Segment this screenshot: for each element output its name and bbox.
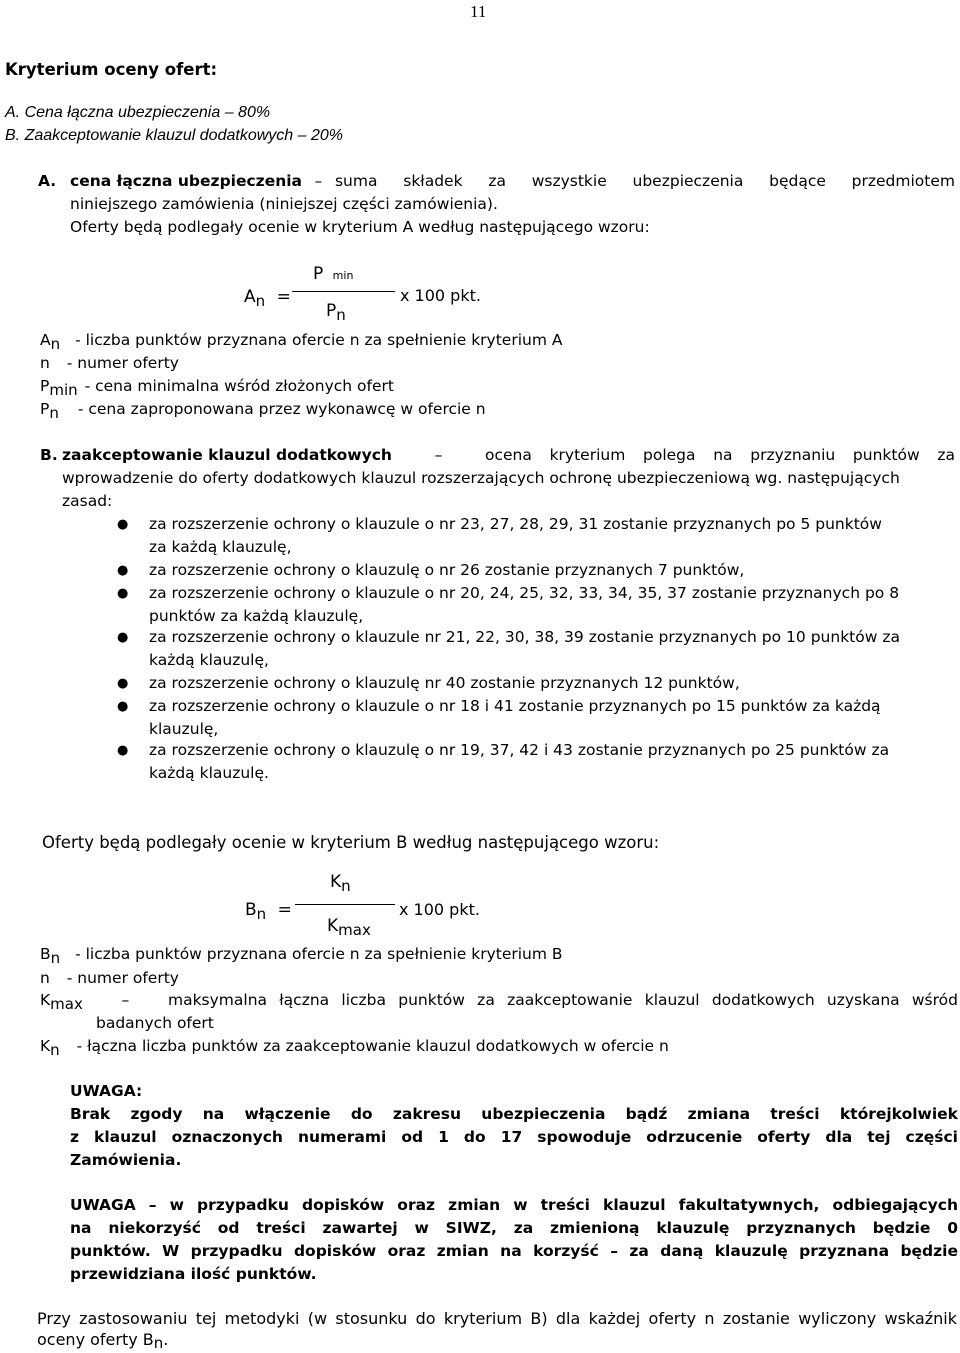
legend-b-kn-sym: K: [40, 1037, 51, 1055]
bullet-item-1-line1: za rozszerzenie ochrony o klauzule o nr 23, 27, 28, 29, 31 zostanie przyznanych po 5 punktów: [149, 515, 882, 533]
section-b-line2: wprowadzenie do oferty dodatkowych klauzul rozszerzających ochronę ubezpieczeniową wg. następujących: [62, 469, 900, 487]
legend-a-pmin-sub: min: [49, 381, 78, 399]
formula-a-den-sym: P: [326, 301, 337, 321]
section-b-term: zaakceptowanie klauzul dodatkowych: [62, 446, 392, 464]
formula-a-fraction-line: [292, 291, 395, 292]
page-number: 11: [470, 2, 487, 21]
bullet-item-6-line2: klauzulę,: [149, 720, 219, 738]
formula-b-lhs-sym: B: [245, 900, 257, 920]
legend-a-n-text: - numer oferty: [66, 354, 179, 372]
legend-a-pn-sub: n: [49, 404, 59, 422]
legend-b-kmax-line2: badanych ofert: [96, 1014, 214, 1032]
formula-a-lhs: [244, 287, 291, 310]
formula-b-lhs: [245, 900, 292, 923]
formula-b-num-sym: K: [330, 872, 342, 892]
legend-b-kmax: [40, 991, 958, 1013]
section-b-line3: zasad:: [62, 492, 113, 510]
legend-b-kmax-sym: K: [40, 991, 51, 1009]
legend-a-an-sub: n: [50, 335, 61, 353]
legend-b-n: [40, 969, 179, 987]
formula-a-num-sub: min: [332, 269, 354, 282]
formula-b-num-sub: n: [341, 877, 351, 895]
warning-2-line4: przewidziana ilość punktów.: [70, 1265, 317, 1283]
bullet-dot: ●: [117, 676, 129, 691]
legend-a-n: [40, 354, 179, 372]
bullet-dot: ●: [117, 586, 129, 601]
section-a-dash: –: [314, 172, 323, 190]
section-b-line1: [62, 446, 955, 464]
legend-b-bn-sub: n: [50, 949, 61, 967]
formula-a-equals: =: [276, 287, 291, 307]
legend-b-bn-sym: B: [40, 945, 51, 963]
bullet-dot: ●: [117, 517, 129, 532]
bullet-dot: ●: [117, 563, 129, 578]
section-a-line2: niniejszego zamówienia (niniejszej części zamówienia).: [70, 195, 498, 213]
legend-a-pn: [40, 400, 486, 422]
closing-line2-text: oceny oferty B: [37, 1330, 154, 1349]
legend-b-n-text: - numer oferty: [66, 969, 179, 987]
section-a-line1: [70, 172, 955, 190]
formula-a-num-sym: P: [313, 264, 324, 284]
closing-line2-sub: n: [153, 1334, 164, 1352]
bullet-item-3-line1: za rozszerzenie ochrony o klauzule o nr 20, 24, 25, 32, 33, 34, 35, 37 zostanie przyznanych po 8: [149, 584, 900, 602]
formula-a-den-sub: n: [336, 306, 346, 324]
closing-line2-end: .: [163, 1330, 169, 1349]
formula-b-den-sub: max: [338, 921, 371, 939]
bullet-item-6-line1: za rozszerzenie ochrony o klauzule o nr 18 i 41 zostanie przyznanych po 15 punktów za każdą: [149, 697, 881, 715]
bullet-item-1-line2: za każdą klauzulę,: [149, 538, 292, 556]
section-b-dash: –: [434, 446, 443, 464]
formula-b-equals: =: [277, 900, 292, 920]
bullet-item-5-line1: za rozszerzenie ochrony o klauzulę nr 40 zostanie przyznanych 12 punktów,: [149, 674, 740, 692]
section-a-marker: A.: [38, 172, 57, 190]
bullet-dot: ●: [117, 630, 129, 645]
legend-a-pmin: [40, 377, 394, 399]
legend-b-bn: [40, 945, 563, 967]
legend-b-kn-text: - łączna liczba punktów za zaakceptowanie klauzul dodatkowych w ofercie n: [76, 1037, 669, 1055]
legend-a-an-text: - liczba punktów przyznana ofercie n za spełnienie kryterium A: [75, 331, 563, 349]
criteria-item-b: B. Zaakceptowanie klauzul dodatkowych – 20%: [5, 127, 343, 144]
warning-1-title: UWAGA:: [70, 1082, 143, 1100]
bullet-dot: ●: [117, 699, 129, 714]
bullet-dot: ●: [117, 743, 129, 758]
section-b-rest-text: ocena kryterium polega na przyznaniu punktów za: [484, 446, 955, 464]
legend-a-n-sym: n: [40, 354, 50, 372]
bullet-item-4-line1: za rozszerzenie ochrony o klauzule nr 21, 22, 30, 38, 39 zostanie przyznanych po 10 punktów za: [149, 628, 900, 646]
legend-a-pmin-sym: P: [40, 377, 50, 395]
section-b-formula-intro: Oferty będą podlegały ocenie w kryterium B według następującego wzoru:: [42, 833, 660, 852]
warning-2-line2: na niekorzyść od treści zawartej w SIWZ, za zmienioną klauzulę przyznanych będzie 0: [70, 1219, 958, 1237]
legend-a-pn-sym: P: [40, 400, 50, 418]
bullet-item-4-line2: każdą klauzulę,: [149, 651, 269, 669]
formula-b-den-sym: K: [327, 916, 339, 936]
legend-a-an-sym: A: [40, 331, 51, 349]
formula-a-denominator: [326, 301, 346, 324]
legend-b-n-sym: n: [40, 969, 50, 987]
formula-a-lhs-sub: n: [255, 292, 266, 310]
page-heading: Kryterium oceny ofert:: [5, 60, 218, 79]
warning-2-line1: UWAGA – w przypadku dopisków oraz zmian w treści klauzul fakultatywnych, odbiegających: [70, 1196, 958, 1214]
formula-a-multiplier: x 100 pkt.: [400, 286, 481, 305]
formula-b-denominator: [327, 916, 371, 939]
legend-b-kmax-sub: max: [50, 995, 83, 1013]
bullet-item-7-line1: za rozszerzenie ochrony o klauzulę o nr 19, 37, 42 i 43 zostanie przyznanych po 25 punktów za: [149, 741, 890, 759]
formula-b-lhs-sub: n: [256, 905, 267, 923]
legend-a-pn-text: - cena zaproponowana przez wykonawcę w ofercie n: [77, 400, 486, 418]
legend-a-pmin-text: - cena minimalna wśród złożonych ofert: [84, 377, 394, 395]
warning-2-line3: punktów. W przypadku dopisków oraz zmian na korzyść – za daną klauzulę przyznana będzie: [70, 1242, 958, 1260]
formula-b-multiplier: x 100 pkt.: [399, 900, 480, 919]
formula-b-numerator: [330, 872, 351, 895]
section-a-line3: Oferty będą podlegały ocenie w kryterium A według następującego wzoru:: [70, 218, 650, 236]
criteria-item-a: A. Cena łączna ubezpieczenia – 80%: [5, 104, 271, 121]
warning-1-line3: Zamówienia.: [70, 1151, 182, 1169]
formula-a-lhs-sym: A: [244, 287, 256, 307]
section-a-rest-text: suma składek za wszystkie ubezpieczenia będące przedmiotem: [334, 172, 955, 190]
bullet-item-7-line2: każdą klauzulę.: [149, 764, 269, 782]
section-a-term: cena łączna ubezpieczenia: [70, 172, 303, 190]
section-a-rest: [335, 172, 955, 190]
bullet-item-2-line1: za rozszerzenie ochrony o klauzulę o nr 26 zostanie przyznanych 7 punktów,: [149, 561, 745, 579]
legend-b-kmax-line1: maksymalna łączna liczba punktów za zaakceptowanie klauzul dodatkowych uzyskana wśród: [167, 991, 958, 1009]
legend-b-kmax-dash: –: [121, 991, 130, 1009]
bullet-item-3-line2: punktów za każdą klauzulę,: [149, 607, 364, 625]
legend-b-bn-text: - liczba punktów przyznana ofercie n za spełnienie kryterium B: [75, 945, 563, 963]
warning-1-line2: z klauzul oznaczonych numerami od 1 do 17 spowoduje odrzucenie oferty dla tej części: [70, 1128, 958, 1146]
warning-1-line1: Brak zgody na włączenie do zakresu ubezpieczenia bądź zmiana treści którejkolwiek: [70, 1105, 958, 1123]
section-b-marker: B.: [40, 446, 58, 464]
closing-line2: [37, 1330, 169, 1352]
legend-b-kn: [40, 1037, 669, 1059]
closing-line1: Przy zastosowaniu tej metodyki (w stosunku do kryterium B) dla każdej oferty n zostanie wyliczony wskaźnik: [37, 1309, 957, 1328]
legend-b-kmax-symbol: [40, 991, 83, 1013]
legend-b-kn-sub: n: [50, 1041, 60, 1059]
formula-a-numerator: [313, 264, 353, 284]
legend-a-an: [40, 331, 563, 353]
formula-b-fraction-line: [295, 904, 395, 905]
